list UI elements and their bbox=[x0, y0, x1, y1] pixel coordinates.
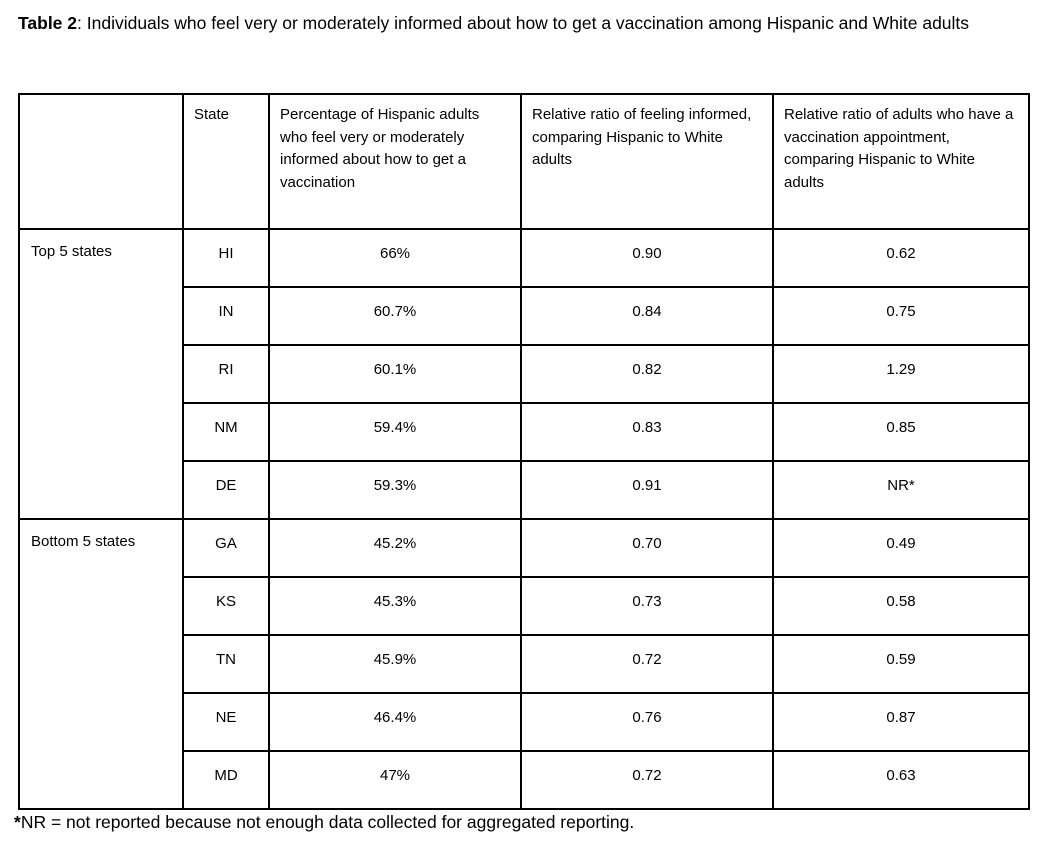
percentage-cell: 45.2% bbox=[269, 519, 521, 577]
percentage-cell: 47% bbox=[269, 751, 521, 809]
ratio-appointment-cell: 0.59 bbox=[773, 635, 1029, 693]
percentage-cell: 59.3% bbox=[269, 461, 521, 519]
state-cell: GA bbox=[183, 519, 269, 577]
table-title-text: : Individuals who feel very or moderately informed about how to get a vaccination among Hispanic and White adults bbox=[77, 13, 970, 33]
footnote-asterisk: * bbox=[14, 812, 21, 832]
footnote-text: NR = not reported because not enough data collected for aggregated reporting. bbox=[20, 812, 635, 832]
percentage-cell: 66% bbox=[269, 229, 521, 287]
state-cell: DE bbox=[183, 461, 269, 519]
table-row bbox=[19, 229, 1029, 287]
ratio-informed-cell: 0.84 bbox=[521, 287, 773, 345]
table-header-row bbox=[19, 94, 1029, 229]
state-cell: RI bbox=[183, 345, 269, 403]
ratio-informed-cell: 0.82 bbox=[521, 345, 773, 403]
header-cell-ratio-appointment: Relative ratio of adults who have a vaccination appointment, comparing Hispanic to White adults bbox=[773, 94, 1029, 229]
ratio-informed-cell: 0.73 bbox=[521, 577, 773, 635]
percentage-cell: 45.3% bbox=[269, 577, 521, 635]
ratio-informed-cell: 0.72 bbox=[521, 635, 773, 693]
percentage-cell: 45.9% bbox=[269, 635, 521, 693]
percentage-cell: 59.4% bbox=[269, 403, 521, 461]
header-cell-group bbox=[19, 94, 183, 229]
table-row bbox=[19, 519, 1029, 577]
data-table bbox=[18, 93, 1030, 810]
header-cell-percentage-informed: Percentage of Hispanic adults who feel very or moderately informed about how to get a vaccination bbox=[269, 94, 521, 229]
table-title bbox=[18, 9, 983, 38]
table-footnote bbox=[14, 810, 1044, 834]
table-title-number: Table 2 bbox=[18, 13, 78, 33]
state-cell: IN bbox=[183, 287, 269, 345]
ratio-informed-cell: 0.72 bbox=[521, 751, 773, 809]
percentage-cell: 46.4% bbox=[269, 693, 521, 751]
ratio-appointment-cell: 0.75 bbox=[773, 287, 1029, 345]
state-cell: NE bbox=[183, 693, 269, 751]
ratio-appointment-cell: 0.58 bbox=[773, 577, 1029, 635]
ratio-appointment-cell: 1.29 bbox=[773, 345, 1029, 403]
group-label-bottom5: Bottom 5 states bbox=[19, 519, 183, 809]
ratio-informed-cell: 0.70 bbox=[521, 519, 773, 577]
percentage-cell: 60.1% bbox=[269, 345, 521, 403]
state-cell: HI bbox=[183, 229, 269, 287]
ratio-appointment-cell: 0.62 bbox=[773, 229, 1029, 287]
ratio-appointment-cell: 0.85 bbox=[773, 403, 1029, 461]
ratio-appointment-cell: 0.87 bbox=[773, 693, 1029, 751]
ratio-appointment-cell: 0.63 bbox=[773, 751, 1029, 809]
ratio-informed-cell: 0.83 bbox=[521, 403, 773, 461]
ratio-informed-cell: 0.91 bbox=[521, 461, 773, 519]
state-cell: KS bbox=[183, 577, 269, 635]
state-cell: NM bbox=[183, 403, 269, 461]
state-cell: MD bbox=[183, 751, 269, 809]
group-label-top5: Top 5 states bbox=[19, 229, 183, 519]
state-cell: TN bbox=[183, 635, 269, 693]
header-cell-state: State bbox=[183, 94, 269, 229]
ratio-informed-cell: 0.76 bbox=[521, 693, 773, 751]
ratio-appointment-cell: 0.49 bbox=[773, 519, 1029, 577]
ratio-informed-cell: 0.90 bbox=[521, 229, 773, 287]
header-cell-ratio-informed: Relative ratio of feeling informed, comparing Hispanic to White adults bbox=[521, 94, 773, 229]
percentage-cell: 60.7% bbox=[269, 287, 521, 345]
ratio-appointment-cell: NR* bbox=[773, 461, 1029, 519]
